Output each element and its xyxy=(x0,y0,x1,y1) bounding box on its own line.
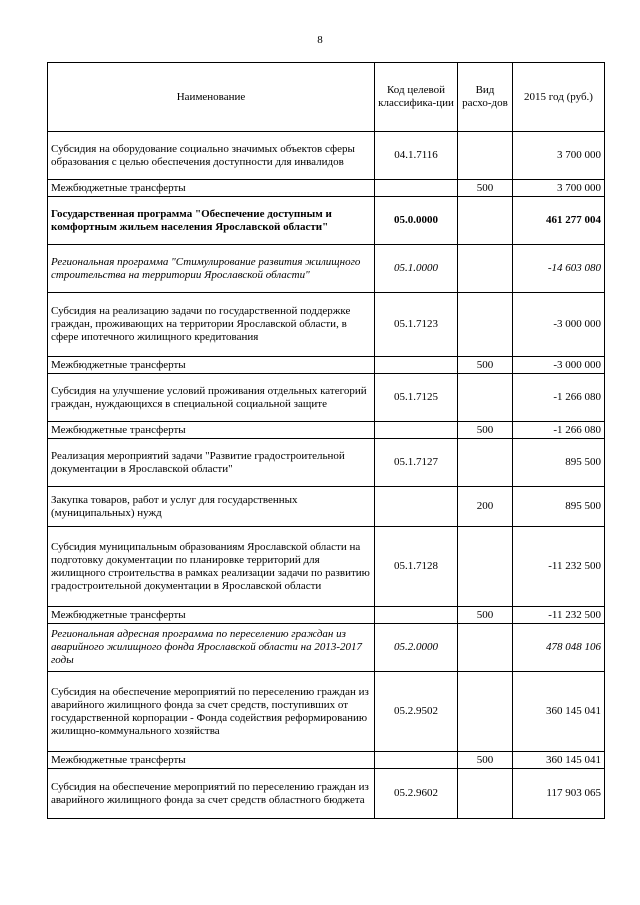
cell-code: 05.2.9502 xyxy=(375,672,458,752)
cell-type xyxy=(458,769,513,819)
cell-type: 500 xyxy=(458,422,513,439)
cell-code xyxy=(375,180,458,197)
table-row xyxy=(48,672,605,752)
cell-type xyxy=(458,374,513,422)
table-row xyxy=(48,439,605,487)
cell-name: Субсидия на реализацию задачи по государственной поддержке граждан, проживающих на территории Ярославской области, в сфере ипотечного жилищного кредитования xyxy=(48,293,375,357)
cell-amount: 3 700 000 xyxy=(513,132,605,180)
table-header-row xyxy=(48,63,605,132)
cell-amount: -11 232 500 xyxy=(513,527,605,607)
budget-table xyxy=(47,62,605,819)
cell-type xyxy=(458,293,513,357)
table-row xyxy=(48,527,605,607)
cell-code: 05.1.7125 xyxy=(375,374,458,422)
page-number: 8 xyxy=(317,34,323,46)
cell-amount: -1 266 080 xyxy=(513,422,605,439)
cell-type: 500 xyxy=(458,357,513,374)
cell-type xyxy=(458,624,513,672)
cell-type xyxy=(458,132,513,180)
cell-code: 05.1.0000 xyxy=(375,245,458,293)
cell-type xyxy=(458,439,513,487)
cell-name: Межбюджетные трансферты xyxy=(48,607,375,624)
cell-name: Субсидия на улучшение условий проживания отдельных категорий граждан, нуждающихся в специальной социальной защите xyxy=(48,374,375,422)
cell-code xyxy=(375,357,458,374)
table-row xyxy=(48,357,605,374)
cell-code xyxy=(375,752,458,769)
table-row xyxy=(48,374,605,422)
cell-code: 05.1.7123 xyxy=(375,293,458,357)
cell-amount: 461 277 004 xyxy=(513,197,605,245)
cell-type: 500 xyxy=(458,180,513,197)
cell-name: Межбюджетные трансферты xyxy=(48,180,375,197)
table-body xyxy=(48,132,605,819)
table-row xyxy=(48,293,605,357)
cell-name: Межбюджетные трансферты xyxy=(48,752,375,769)
cell-amount: 478 048 106 xyxy=(513,624,605,672)
cell-name: Субсидия на оборудование социально значимых объектов сферы образования с целью обеспечения доступности для инвалидов xyxy=(48,132,375,180)
table-row xyxy=(48,752,605,769)
cell-name: Региональная программа "Стимулирование развития жилищного строительства на территории Ярославской области" xyxy=(48,245,375,293)
cell-amount: 895 500 xyxy=(513,487,605,527)
header-type: Вид расхо-дов xyxy=(458,63,513,132)
cell-amount: -11 232 500 xyxy=(513,607,605,624)
cell-code: 05.2.9602 xyxy=(375,769,458,819)
cell-name: Закупка товаров, работ и услуг для государственных (муниципальных) нужд xyxy=(48,487,375,527)
cell-amount: -3 000 000 xyxy=(513,293,605,357)
cell-amount: -3 000 000 xyxy=(513,357,605,374)
cell-type: 200 xyxy=(458,487,513,527)
cell-code xyxy=(375,487,458,527)
cell-amount: -1 266 080 xyxy=(513,374,605,422)
cell-code xyxy=(375,607,458,624)
table-row xyxy=(48,132,605,180)
table-row xyxy=(48,624,605,672)
table-row xyxy=(48,245,605,293)
table-row xyxy=(48,607,605,624)
cell-name: Государственная программа "Обеспечение доступным и комфортным жильем населения Ярославской области" xyxy=(48,197,375,245)
cell-name: Реализация мероприятий задачи "Развитие градостроительной документации в Ярославской области" xyxy=(48,439,375,487)
cell-type xyxy=(458,527,513,607)
cell-type: 500 xyxy=(458,607,513,624)
table-row xyxy=(48,487,605,527)
cell-name: Межбюджетные трансферты xyxy=(48,357,375,374)
cell-code: 05.1.7127 xyxy=(375,439,458,487)
cell-code xyxy=(375,422,458,439)
cell-name: Межбюджетные трансферты xyxy=(48,422,375,439)
cell-amount: 360 145 041 xyxy=(513,672,605,752)
table-row xyxy=(48,180,605,197)
cell-amount: 360 145 041 xyxy=(513,752,605,769)
cell-name: Субсидия муниципальным образованиям Ярославской области на подготовку документации по планировке территорий для жилищного строительства в рамках реализации задачи по развитию градостроительной документации в Ярославской области xyxy=(48,527,375,607)
cell-amount: 895 500 xyxy=(513,439,605,487)
cell-amount: 3 700 000 xyxy=(513,180,605,197)
table-row xyxy=(48,197,605,245)
cell-code: 05.0.0000 xyxy=(375,197,458,245)
cell-amount: -14 603 080 xyxy=(513,245,605,293)
cell-code: 05.2.0000 xyxy=(375,624,458,672)
cell-code: 05.1.7128 xyxy=(375,527,458,607)
header-amount: 2015 год (руб.) xyxy=(513,63,605,132)
table-row xyxy=(48,422,605,439)
cell-type xyxy=(458,672,513,752)
cell-type: 500 xyxy=(458,752,513,769)
header-code: Код целевой классифика-ции xyxy=(375,63,458,132)
cell-type xyxy=(458,197,513,245)
cell-name: Региональная адресная программа по переселению граждан из аварийного жилищного фонда Ярославской области на 2013-2017 годы xyxy=(48,624,375,672)
cell-code: 04.1.7116 xyxy=(375,132,458,180)
header-name: Наименование xyxy=(48,63,375,132)
cell-amount: 117 903 065 xyxy=(513,769,605,819)
cell-name: Субсидия на обеспечение мероприятий по переселению граждан из аварийного жилищного фонда за счет средств областного бюджета xyxy=(48,769,375,819)
table-row xyxy=(48,769,605,819)
cell-name: Субсидия на обеспечение мероприятий по переселению граждан из аварийного жилищного фонда за счет средств, поступивших от государственной корпорации - Фонда содействия реформированию жилищно-коммунального хозяйства xyxy=(48,672,375,752)
cell-type xyxy=(458,245,513,293)
